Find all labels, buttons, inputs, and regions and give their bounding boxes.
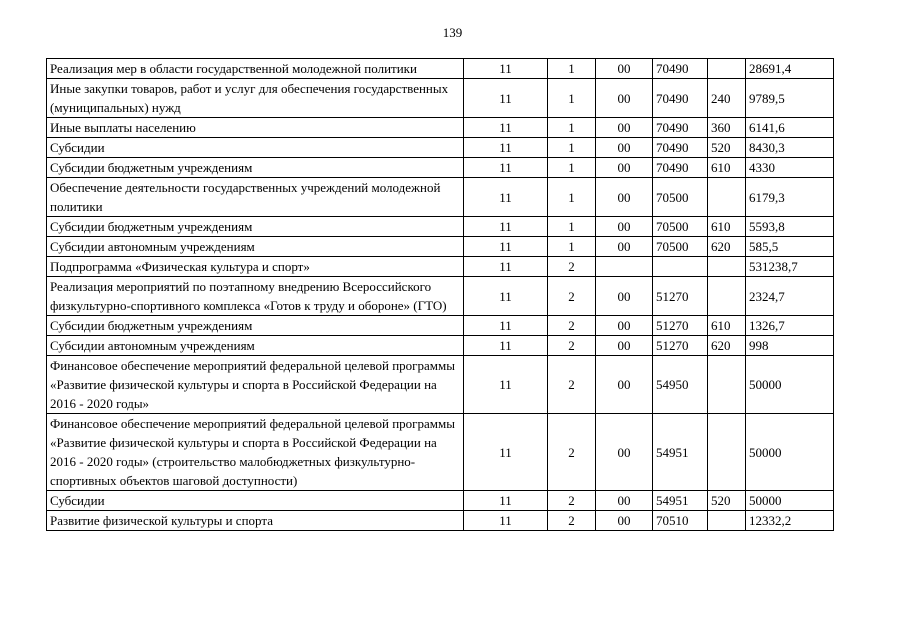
section-cell: 11 <box>464 237 548 257</box>
subsection-cell: 1 <box>548 158 596 178</box>
table-row <box>47 79 834 118</box>
table-row <box>47 217 834 237</box>
expense-type-cell: 240 <box>708 79 746 118</box>
table-row <box>47 414 834 491</box>
name-cell: Субсидии бюджетным учреждениям <box>47 316 464 336</box>
program-code-cell: 00 <box>596 316 653 336</box>
program-code-cell: 00 <box>596 237 653 257</box>
expense-type-cell: 520 <box>708 491 746 511</box>
section-cell: 11 <box>464 118 548 138</box>
target-article-cell: 51270 <box>653 336 708 356</box>
target-article-cell: 54951 <box>653 491 708 511</box>
target-article-cell: 70510 <box>653 511 708 531</box>
target-article-cell: 70490 <box>653 118 708 138</box>
amount-cell: 998 <box>746 336 834 356</box>
name-cell: Подпрограмма «Физическая культура и спорт» <box>47 257 464 277</box>
program-code-cell: 00 <box>596 511 653 531</box>
section-cell: 11 <box>464 511 548 531</box>
program-code-cell <box>596 257 653 277</box>
target-article-cell: 70490 <box>653 59 708 79</box>
expense-type-cell <box>708 414 746 491</box>
subsection-cell: 1 <box>548 217 596 237</box>
table-row <box>47 138 834 158</box>
amount-cell: 6179,3 <box>746 178 834 217</box>
amount-cell: 4330 <box>746 158 834 178</box>
section-cell: 11 <box>464 138 548 158</box>
program-code-cell: 00 <box>596 59 653 79</box>
table-row <box>47 316 834 336</box>
program-code-cell: 00 <box>596 178 653 217</box>
expense-type-cell <box>708 178 746 217</box>
table-row <box>47 59 834 79</box>
section-cell: 11 <box>464 79 548 118</box>
amount-cell: 28691,4 <box>746 59 834 79</box>
name-cell: Субсидии бюджетным учреждениям <box>47 158 464 178</box>
section-cell: 11 <box>464 356 548 414</box>
subsection-cell: 1 <box>548 79 596 118</box>
amount-cell: 9789,5 <box>746 79 834 118</box>
program-code-cell: 00 <box>596 336 653 356</box>
table-row <box>47 118 834 138</box>
table-row <box>47 178 834 217</box>
amount-cell: 6141,6 <box>746 118 834 138</box>
section-cell: 11 <box>464 257 548 277</box>
table-row <box>47 257 834 277</box>
table-row <box>47 237 834 257</box>
target-article-cell: 51270 <box>653 316 708 336</box>
target-article-cell: 70500 <box>653 237 708 257</box>
program-code-cell: 00 <box>596 277 653 316</box>
name-cell: Субсидии <box>47 491 464 511</box>
subsection-cell: 2 <box>548 336 596 356</box>
expense-type-cell: 360 <box>708 118 746 138</box>
section-cell: 11 <box>464 336 548 356</box>
subsection-cell: 1 <box>548 59 596 79</box>
table-row <box>47 336 834 356</box>
name-cell: Обеспечение деятельности государственных учреждений молодежной политики <box>47 178 464 217</box>
target-article-cell: 70500 <box>653 178 708 217</box>
target-article-cell: 54951 <box>653 414 708 491</box>
table-row <box>47 158 834 178</box>
name-cell: Субсидии автономным учреждениям <box>47 336 464 356</box>
subsection-cell: 2 <box>548 414 596 491</box>
amount-cell: 1326,7 <box>746 316 834 336</box>
expense-type-cell: 620 <box>708 336 746 356</box>
table-row <box>47 356 834 414</box>
expense-type-cell: 610 <box>708 217 746 237</box>
amount-cell: 5593,8 <box>746 217 834 237</box>
expense-type-cell: 610 <box>708 316 746 336</box>
subsection-cell: 1 <box>548 118 596 138</box>
name-cell: Иные выплаты населению <box>47 118 464 138</box>
program-code-cell: 00 <box>596 414 653 491</box>
subsection-cell: 1 <box>548 178 596 217</box>
program-code-cell: 00 <box>596 356 653 414</box>
expense-type-cell: 520 <box>708 138 746 158</box>
subsection-cell: 1 <box>548 237 596 257</box>
amount-cell: 8430,3 <box>746 138 834 158</box>
subsection-cell: 2 <box>548 277 596 316</box>
name-cell: Субсидии <box>47 138 464 158</box>
name-cell: Реализация мер в области государственной молодежной политики <box>47 59 464 79</box>
target-article-cell: 54950 <box>653 356 708 414</box>
section-cell: 11 <box>464 414 548 491</box>
name-cell: Финансовое обеспечение мероприятий федеральной целевой программы «Развитие физической культуры и спорта в Российской Федерации на 2016 - 2020 годы» (строительство малобюджетных физкультурно-спортивных объектов шаговой доступности) <box>47 414 464 491</box>
program-code-cell: 00 <box>596 158 653 178</box>
section-cell: 11 <box>464 158 548 178</box>
subsection-cell: 2 <box>548 257 596 277</box>
program-code-cell: 00 <box>596 138 653 158</box>
subsection-cell: 2 <box>548 511 596 531</box>
program-code-cell: 00 <box>596 79 653 118</box>
table-row <box>47 511 834 531</box>
target-article-cell <box>653 257 708 277</box>
amount-cell: 531238,7 <box>746 257 834 277</box>
amount-cell: 50000 <box>746 356 834 414</box>
name-cell: Субсидии автономным учреждениям <box>47 237 464 257</box>
name-cell: Субсидии бюджетным учреждениям <box>47 217 464 237</box>
program-code-cell: 00 <box>596 491 653 511</box>
target-article-cell: 70490 <box>653 158 708 178</box>
expense-type-cell: 620 <box>708 237 746 257</box>
name-cell: Развитие физической культуры и спорта <box>47 511 464 531</box>
subsection-cell: 2 <box>548 316 596 336</box>
amount-cell: 585,5 <box>746 237 834 257</box>
subsection-cell: 2 <box>548 356 596 414</box>
amount-cell: 50000 <box>746 491 834 511</box>
target-article-cell: 51270 <box>653 277 708 316</box>
expense-type-cell <box>708 59 746 79</box>
expense-type-cell <box>708 257 746 277</box>
table-row <box>47 491 834 511</box>
section-cell: 11 <box>464 316 548 336</box>
section-cell: 11 <box>464 491 548 511</box>
expense-type-cell: 610 <box>708 158 746 178</box>
target-article-cell: 70500 <box>653 217 708 237</box>
section-cell: 11 <box>464 277 548 316</box>
target-article-cell: 70490 <box>653 79 708 118</box>
program-code-cell: 00 <box>596 217 653 237</box>
expense-type-cell <box>708 356 746 414</box>
table-body <box>47 59 834 531</box>
section-cell: 11 <box>464 178 548 217</box>
subsection-cell: 2 <box>548 491 596 511</box>
section-cell: 11 <box>464 217 548 237</box>
name-cell: Финансовое обеспечение мероприятий федеральной целевой программы «Развитие физической культуры и спорта в Российской Федерации на 2016 - 2020 годы» <box>47 356 464 414</box>
page-number: 139 <box>442 25 463 40</box>
program-code-cell: 00 <box>596 118 653 138</box>
section-cell: 11 <box>464 59 548 79</box>
budget-table <box>46 58 834 531</box>
subsection-cell: 1 <box>548 138 596 158</box>
amount-cell: 50000 <box>746 414 834 491</box>
table-row <box>47 277 834 316</box>
amount-cell: 2324,7 <box>746 277 834 316</box>
target-article-cell: 70490 <box>653 138 708 158</box>
name-cell: Реализация мероприятий по поэтапному внедрению Всероссийского физкультурно-спортивного комплекса «Готов к труду и обороне» (ГТО) <box>47 277 464 316</box>
expense-type-cell <box>708 277 746 316</box>
expense-type-cell <box>708 511 746 531</box>
amount-cell: 12332,2 <box>746 511 834 531</box>
name-cell: Иные закупки товаров, работ и услуг для обеспечения государственных (муниципальных) нужд <box>47 79 464 118</box>
